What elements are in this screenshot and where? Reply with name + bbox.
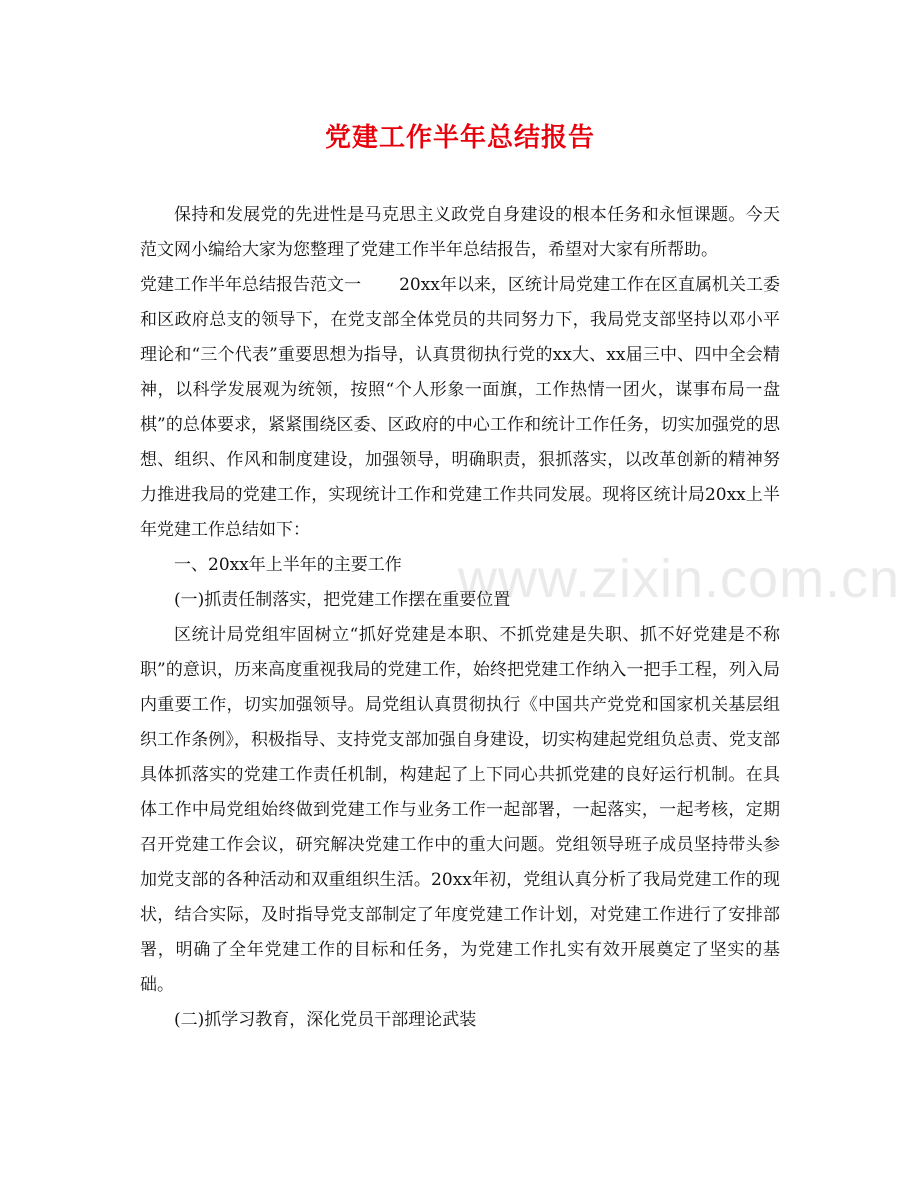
intro-paragraph: 保持和发展党的先进性是马克思主义政党自身建设的根本任务和永恒课题。今天范文网小编给大家为您整理了党建工作半年总结报告，希望对大家有所帮助。 [140,205,780,260]
watermark: www.zixin.com.cn [458,549,901,609]
subheading-responsibility: (一)抓责任制落实，把党建工作摆在重要位置 [174,590,511,610]
heading-main-work: 一、20xx年上半年的主要工作 [174,555,402,575]
paragraph-responsibility: 区统计局党组牢固树立“抓好党建是本职、不抓党建是失职、抓不好党建是不称职”的意识，历来高度重视我局的党建工作，始终把党建工作纳入一把手工程，列入局内重要工作，切实加强领导。局党组认真贯彻执行《中国共产党党和国家机关基层组织工作条例》，积极指导、支持党支部加强自身建设，切实构建起党组负总责、党支部具体抓落实的党建工作责任机制，构建起了上下同心共抓党建的良好运行机制。在具体工作中局党组始终做到党建工作与业务工作一起部署，一起落实，一起考核，定期召开党建工作会议，研究解决党建工作中的重大问题。党组领导班子成员坚持带头参加党支部的各种活动和双重组织生活。20xx年初，党组认真分析了我局党建工作的现状，结合实际，及时指导党支部制定了年度党建工作计划，对党建工作进行了安排部署，明确了全年党建工作的目标和任务，为党建工作扎实有效开展奠定了坚实的基础。 [140,625,780,995]
subheading-study-education: (二)抓学习教育，深化党员干部理论武装 [174,1010,477,1030]
section-body: 20xx年以来，区统计局党建工作在区直属机关工委和区政府总支的领导下，在党支部全体党员的共同努力下，我局党支部坚持以邓小平理论和“三个代表”重要思想为指导，认真贯彻执行党的xx大、xx届三中、四中全会精神，以科学发展观为统领，按照“个人形象一面旗，工作热情一团火，谋事布局一盘棋”的总体要求，紧紧围绕区委、区政府的中心工作和统计工作任务，切实加强党的思想、组织、作风和制度建设，加强领导，明确职责，狠抓落实，以改革创新的精神努力推进我局的党建工作，实现统计工作和党建工作共同发展。现将区统计局20xx上半年党建工作总结如下： [140,275,780,540]
section-paragraph [140,268,780,548]
document-body [140,198,780,1038]
section-label: 党建工作半年总结报告范文一 [140,275,362,295]
document-title: 党建工作半年总结报告 [324,123,595,153]
